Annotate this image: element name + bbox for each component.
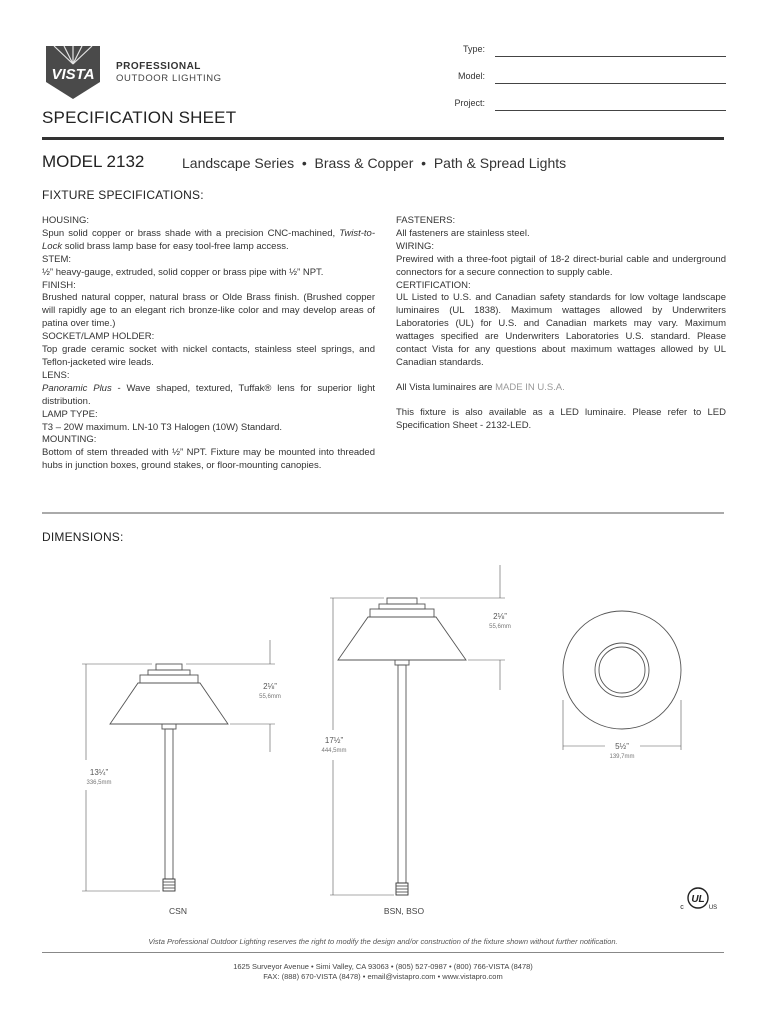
lamp-type-heading: LAMP TYPE: bbox=[42, 408, 98, 420]
socket-text: Top grade ceramic socket with nickel contacts, stainless steel springs, and Teflon-jacketed wire leads. bbox=[42, 344, 375, 368]
wiring-heading: WIRING: bbox=[396, 240, 434, 252]
cul-us-mark bbox=[676, 880, 720, 916]
wiring-text: Prewired with a three-foot pigtail of 18-2 direct-burial cable and underground connectors for a secure connection to supply cable. bbox=[396, 253, 726, 278]
mounting-text: Bottom of stem threaded with ½” NPT. Fixture may be mounted into threaded hubs in junction boxes, ground stakes, or floor-mounting canopies. bbox=[42, 447, 375, 472]
fixture-specs-heading: FIXTURE SPECIFICATIONS: bbox=[42, 188, 204, 202]
fasteners-text: All fasteners are stainless steel. bbox=[396, 227, 530, 239]
finish-text: Brushed natural copper, natural brass or Olde Brass finish. (Brushed copper will rapidly age to an elegant rich bronze-like color and may develop areas of patina over time.) bbox=[42, 292, 375, 330]
certification-heading: CERTIFICATION: bbox=[396, 279, 471, 291]
led-note-text: This fixture is also available as a LED luminaire. Please refer to LED Specification Sheet - 2132-LED. bbox=[396, 406, 726, 431]
footer-divider bbox=[42, 952, 724, 953]
made-in-usa-text: All Vista luminaires are MADE IN U.S.A. bbox=[396, 381, 565, 393]
footer-address bbox=[42, 962, 724, 982]
lens-heading: LENS: bbox=[42, 369, 70, 381]
model-subtitle: Landscape Series • Brass & Copper • Path & Spread Lights bbox=[182, 155, 567, 171]
housing-text: Spun solid copper or brass shade with a precision CNC-machined, Twist-to-Lock solid brass lamp base for easy tool-free lamp access. bbox=[42, 227, 375, 252]
address-line: 1625 Surveyor Avenue • Simi Valley, CA 93063 • (805) 527-0987 • (800) 766-VISTA (8478) bbox=[233, 962, 533, 971]
dimensions-heading: DIMENSIONS: bbox=[42, 530, 124, 544]
contact-line: FAX: (888) 670-VISTA (8478) • email@vistapro.com • www.vistapro.com bbox=[263, 972, 503, 981]
brand-tagline: OUTDOOR LIGHTING bbox=[116, 73, 222, 84]
bsn-fixture-drawing bbox=[338, 598, 466, 895]
socket-heading: SOCKET/LAMP HOLDER: bbox=[42, 331, 155, 343]
bsn-label: BSN, BSO bbox=[383, 906, 425, 916]
model-number: MODEL 2132 bbox=[42, 152, 145, 171]
brand-name: PROFESSIONAL bbox=[116, 61, 201, 72]
csn-overall-height-mm: 336,5mm bbox=[86, 780, 112, 786]
bsn-overall-height: 17½” bbox=[324, 736, 344, 745]
bsn-overall-height-mm: 444,5mm bbox=[321, 748, 347, 754]
logo-text: VISTA bbox=[51, 66, 95, 83]
model-label: Model: bbox=[457, 71, 485, 81]
bsn-shade-height-mm: 55,6mm bbox=[489, 624, 511, 630]
finish-heading: FINISH: bbox=[42, 279, 76, 291]
csn-overall-height: 13¼” bbox=[89, 768, 109, 777]
housing-heading: HOUSING: bbox=[42, 215, 89, 226]
top-diameter-mm: 139,7mm bbox=[609, 754, 635, 760]
csn-shade-height-mm: 55,6mm bbox=[259, 694, 281, 700]
bsn-shade-height: 2⅛” bbox=[493, 612, 507, 621]
csn-shade-height: 2⅛” bbox=[263, 682, 277, 691]
fasteners-heading: FASTENERS: bbox=[396, 215, 456, 226]
lens-text: Panoramic Plus - Wave shaped, textured, Tuffak® lens for superior light distribution. bbox=[42, 382, 375, 407]
top-view-drawing bbox=[563, 611, 681, 729]
svg-text:US: US bbox=[708, 905, 718, 911]
project-label: Project: bbox=[454, 98, 485, 108]
csn-fixture-drawing bbox=[110, 664, 228, 891]
certification-text: UL Listed to U.S. and Canadian safety standards for low voltage landscape luminaires (UL 1838). Maximum wattages allowed by Underwriters Laboratories (UL) for U.S. and Canadian markets may vary. Maximum wattages specified are Underwriters Laboratories U.S. standard. Please contact Vista for any questions about maximum wattages allowed by UL Canadian standards. bbox=[396, 292, 726, 368]
type-label: Type: bbox=[462, 44, 485, 54]
lamp-type-text: T3 – 20W maximum. LN-10 T3 Halogen (10W) Standard. bbox=[42, 421, 283, 433]
svg-text:UL: UL bbox=[691, 894, 705, 905]
stem-text: ½” heavy-gauge, extruded, solid copper or brass pipe with ½” NPT. bbox=[42, 266, 324, 278]
csn-label: CSN bbox=[169, 906, 187, 916]
svg-text:c: c bbox=[680, 904, 684, 911]
disclaimer: Vista Professional Outdoor Lighting reserves the right to modify the design and/or construction of the fixture shown without further notification. bbox=[148, 937, 618, 946]
top-diameter: 5½” bbox=[615, 742, 629, 751]
stem-heading: STEM: bbox=[42, 253, 72, 265]
mounting-heading: MOUNTING: bbox=[42, 434, 97, 446]
page-title: SPECIFICATION SHEET bbox=[42, 108, 237, 127]
